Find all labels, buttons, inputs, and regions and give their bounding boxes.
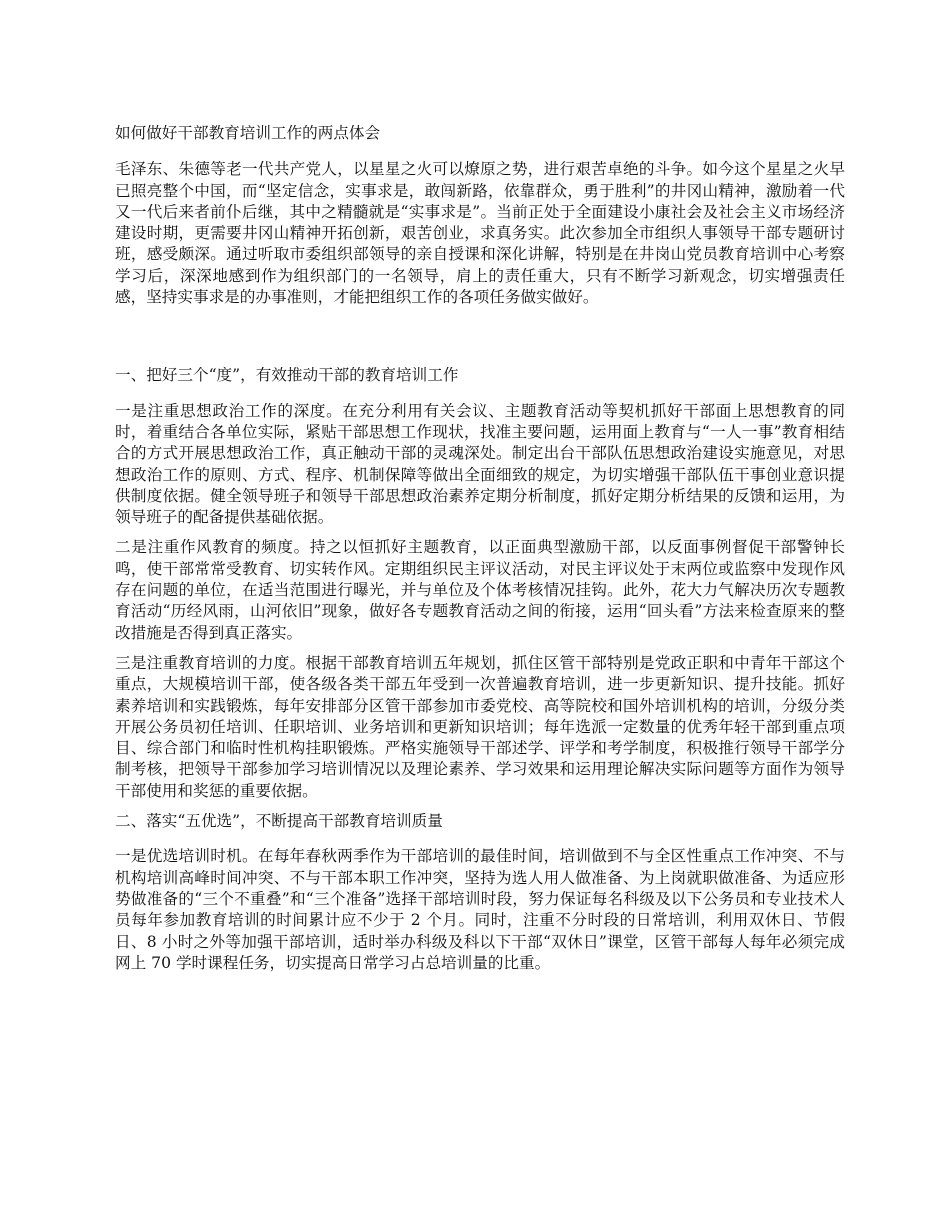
section-spacer (115, 317, 845, 365)
section-1-paragraph-2: 二是注重作风教育的频度。持之以恒抓好主题教育，以正面典型激励干部，以反面事例督促干部警钟长鸣，使干部常常受教育、切实转作风。定期组织民主评议活动，对民主评议处于末两位或监察中发现作风存在问题的单位，在适当范围进行曝光，并与单位及个体考核情况挂钩。此外，花大力气解决历次专题教育活动“历经风雨，山河依旧”现象，做好各专题教育活动之间的衔接，运用“回头看”方法来检查原来的整改措施是否得到真正落实。 (115, 538, 845, 642)
intro-paragraph: 毛泽东、朱德等老一代共产党人，以星星之火可以燎原之势，进行艰苦卓绝的斗争。如今这个星星之火早已照亮整个中国，而“坚定信念，实事求是，敢闯新路，依靠群众，勇于胜利”的井冈山精神，激励着一代又一代后来者前仆后继，其中之精髓就是“实事求是”。当前正处于全面建设小康社会及社会主义市场经济建设时期，更需要井冈山精神开拓创新，艰苦创业，求真务实。此次参加全市组织人事领导干部专题研讨班，感受颇深。通过听取市委组织部领导的亲自授课和深化讲解，特别是在井岗山党员教育培训中心考察学习后，深深地感到作为组织部门的一名领导，肩上的责任重大，只有不断学习新观念，切实增强责任感，坚持实事求是的办事准则，才能把组织工作的各项任务做实做好。 (115, 160, 845, 307)
section-2-heading: 二、落实“五优选”，不断提高干部教育培训质量 (115, 812, 443, 831)
section-1-heading: 一、把好三个“度”，有效推动干部的教育培训工作 (115, 366, 459, 385)
document-title: 如何做好干部教育培训工作的两点体会 (115, 124, 381, 142)
section-1-paragraph-1: 一是注重思想政治工作的深度。在充分利用有关会议、主题教育活动等契机抓好干部面上思想教育的同时，着重结合各单位实际，紧贴干部思想工作现状，找准主要问题，运用面上教育与“一人一事”教育相结合的方式开展思想政治工作，真正触动干部的灵魂深处。制定出台干部队伍思想政治建设实施意见，对思想政治工作的原则、方式、程序、机制保障等做出全面细致的规定，为切实增强干部队伍干事创业意识提供制度依据。健全领导班子和领导干部思想政治素养定期分析制度，抓好定期分析结果的反馈和运用，为领导班子的配备提供基础依据。 (115, 401, 845, 527)
section-2-paragraph-1: 一是优选培训时机。在每年春秋两季作为干部培训的最佳时间，培训做到不与全区性重点工作冲突、不与机构培训高峰时间冲突、不与干部本职工作冲突，坚持为选人用人做准备、为上岗就职做准备、为适应形势做准备的“三个不重叠”和“三个准备”选择干部培训时段，努力保证每名科级及以下公务员和专业技术人员每年参加教育培训的时间累计应不少于 2 个月。同时，注重不分时段的日常培训，利用双休日、节假日、8 小时之外等加强干部培训，适时举办科级及科以下干部“双休日”课堂，区管干部每人每年必须完成网上 70 学时课程任务，切实提高日常学习占总培训量的比重。 (115, 847, 845, 972)
document-page (115, 123, 845, 983)
section-1-paragraph-3: 三是注重教育培训的力度。根据干部教育培训五年规划，抓住区管干部特别是党政正职和中青年干部这个重点，大规模培训干部，使各级各类干部五年受到一次普遍教育培训，进一步更新知识、提升技能。抓好素养培训和实践锻炼，每年安排部分区管干部参加市委党校、高等院校和国外培训机构的培训，分级分类开展公务员初任培训、任职培训、业务培训和更新知识培训；每年选派一定数量的优秀年轻干部到重点项目、综合部门和临时性机构挂职锻炼。严格实施领导干部述学、评学和考学制度，积极推行领导干部学分制考核，把领导干部参加学习培训情况以及理论素养、学习效果和运用理论解决实际问题等方面作为领导干部使用和奖惩的重要依据。 (115, 653, 845, 800)
